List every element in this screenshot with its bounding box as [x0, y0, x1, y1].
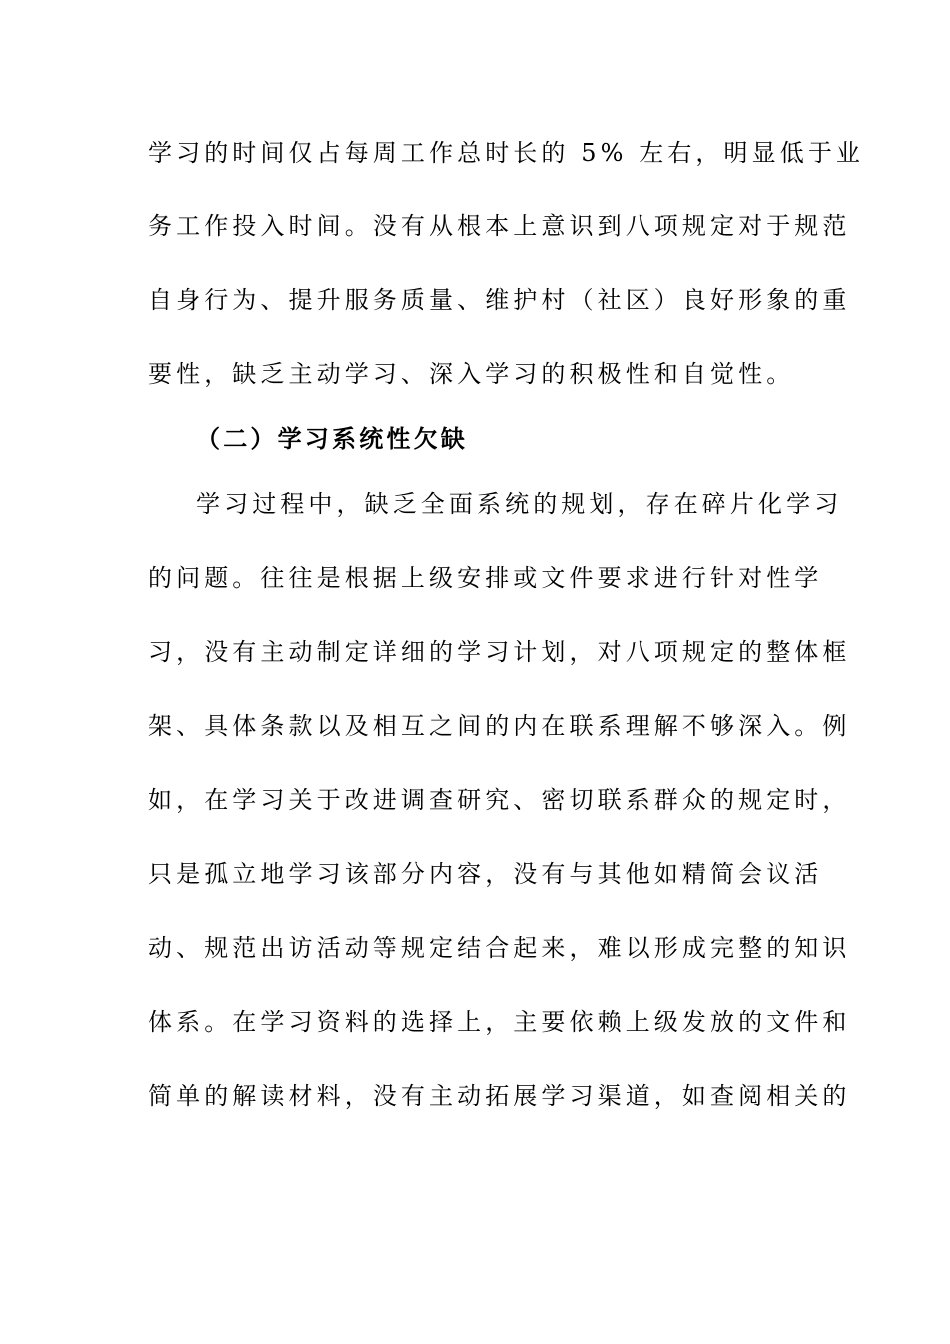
text-line: 动、规范出访活动等规定结合起来，难以形成完整的知识 — [148, 934, 851, 962]
text-line: 自身行为、提升服务质量、维护村（社区）良好形象的重 — [148, 286, 851, 314]
text-line: 只是孤立地学习该部分内容，没有与其他如精简会议活 — [148, 860, 823, 888]
text-line: 架、具体条款以及相互之间的内在联系理解不够深入。例 — [148, 712, 851, 740]
section-heading: （二）学习系统性欠缺 — [196, 424, 468, 453]
text-line: 简单的解读材料，没有主动拓展学习渠道，如查阅相关的 — [148, 1082, 851, 1110]
text-line: 习，没有主动制定详细的学习计划，对八项规定的整体框 — [148, 638, 851, 666]
text-line: 的问题。往往是根据上级安排或文件要求进行针对性学 — [148, 564, 823, 592]
text-line: 学习的时间仅占每周工作总时长的 5% 左右，明显低于业 — [148, 139, 865, 167]
text-line: 务工作投入时间。没有从根本上意识到八项规定对于规范 — [148, 212, 851, 240]
text-line: 如，在学习关于改进调查研究、密切联系群众的规定时， — [148, 786, 851, 814]
text-line: 学习过程中，缺乏全面系统的规划，存在碎片化学习 — [196, 490, 843, 518]
text-line: 体系。在学习资料的选择上，主要依赖上级发放的文件和 — [148, 1008, 851, 1036]
text-line: 要性，缺乏主动学习、深入学习的积极性和自觉性。 — [148, 360, 795, 388]
